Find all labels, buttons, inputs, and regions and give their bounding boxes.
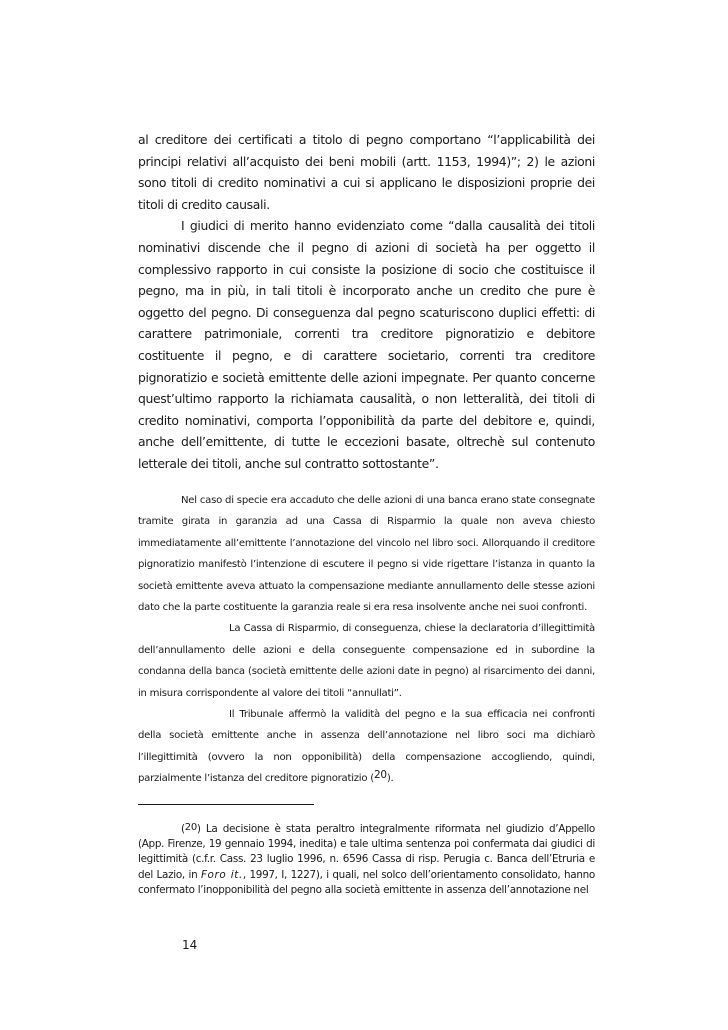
case-paragraph-ruling bbox=[138, 704, 595, 790]
case-paragraph-facts: Nel caso di specie era accaduto che delle azioni di una banca erano state consegnate tramite girata in garanzia ad una Cassa di Risparmio la quale non aveva chiesto immediatamente all’emittente l’annotazione del vincolo nel libro soci. Allorquando il creditore pignoratizio manifestò l’intenzione di escutere il pegno si vide rigettare l’istanza in quanto la società emittente aveva attuato la compensazione mediante annullamento delle stesse azioni dato che la parte costituente la garanzia reale si era resa insolvente anche nei suoi confronti. bbox=[138, 495, 595, 614]
ruling-text-end: ). bbox=[386, 773, 394, 785]
footnote-text-part2: , 1997, I, 1227), i quali, nel solco dell’orientamento consolidato, hanno confermato l’inopponibilità del pegno alla società emittente in assenza dell’annotazione nel bbox=[138, 868, 595, 896]
footnote-area bbox=[138, 822, 595, 898]
main-text bbox=[138, 129, 595, 475]
footnote-number: 20 bbox=[184, 822, 197, 833]
footnote-separator bbox=[138, 804, 314, 805]
case-summary bbox=[138, 490, 595, 790]
paragraph-continuation: al creditore dei certificati a titolo di pegno comportano “l’applicabilità dei principi relativi all’acquisto dei beni mobili (artt. 1153, 1994)”; 2) le azioni sono titoli di credito nominativi a cui si applicano le disposizioni proprie dei titoli di credito causali. bbox=[138, 132, 595, 212]
footnote-text-part1: ) La decisione è stata peraltro integralmente riformata nel giudizio d’Appello (App. Firenze, 19 gennaio 1994, inedita) e tale ultima sentenza poi confermata dai giudici di legittimità (c.f.r. Cass. 23 luglio 1996, n. 6596 Cassa di risp. Perugia c. Banca dell’Etruria e del Lazio, in bbox=[138, 823, 595, 881]
footnote-reference: 20 bbox=[373, 769, 387, 782]
footnote-open-paren: ( bbox=[181, 823, 185, 835]
ruling-text: Il Tribunale affermò la validità del pegno e la sua efficacia nei confronti della società emittente anche in assenza dell’annotazione nel libro soci ma dichiarò l’illegittimità (ovvero la non opponibilità) della compensazione accogliendo, quindi, parzialmente l’istanza del creditore pignoratizio ( bbox=[138, 709, 595, 785]
page-number: 14 bbox=[182, 938, 198, 952]
paragraph-judges-opinion: I giudici di merito hanno evidenziato come “dalla causalità dei titoli nominativi discende che il pegno di azioni di società ha per oggetto il complessivo rapporto in cui consiste la posizione di socio che costituisce il pegno, ma in più, in tali titoli è incorporato anche un credito che pure è oggetto del pegno. Di conseguenza dal pegno scaturiscono duplici effetti: di carattere patrimoniale, correnti tra creditore pignoratizio e debitore costituente il pegno, e di carattere societario, correnti tra creditore pignoratizio e società emittente delle azioni impegnate. Per quanto concerne quest’ultimo rapporto la richiamata causalità, o non letteralità, dei titoli di credito nominativi, comporta l’opponibilità da parte del debitore e, quindi, anche dell’emittente, di tutte le eccezioni basate, oltrechè sul contenuto letterale dei titoli, anche sul contratto sottostante”. bbox=[138, 218, 595, 471]
case-paragraph-claim: La Cassa di Risparmio, di conseguenza, chiese la declaratoria d’illegittimità dell’annullamento delle azioni e della conseguente compensazione ed in subordine la condanna della banca (società emittente delle azioni date in pegno) al risarcimento dei danni, in misura corrispondente al valore dei titoli “annullati”. bbox=[138, 623, 595, 699]
footnote-journal: Foro it. bbox=[200, 868, 243, 881]
footnote-20 bbox=[138, 822, 595, 898]
